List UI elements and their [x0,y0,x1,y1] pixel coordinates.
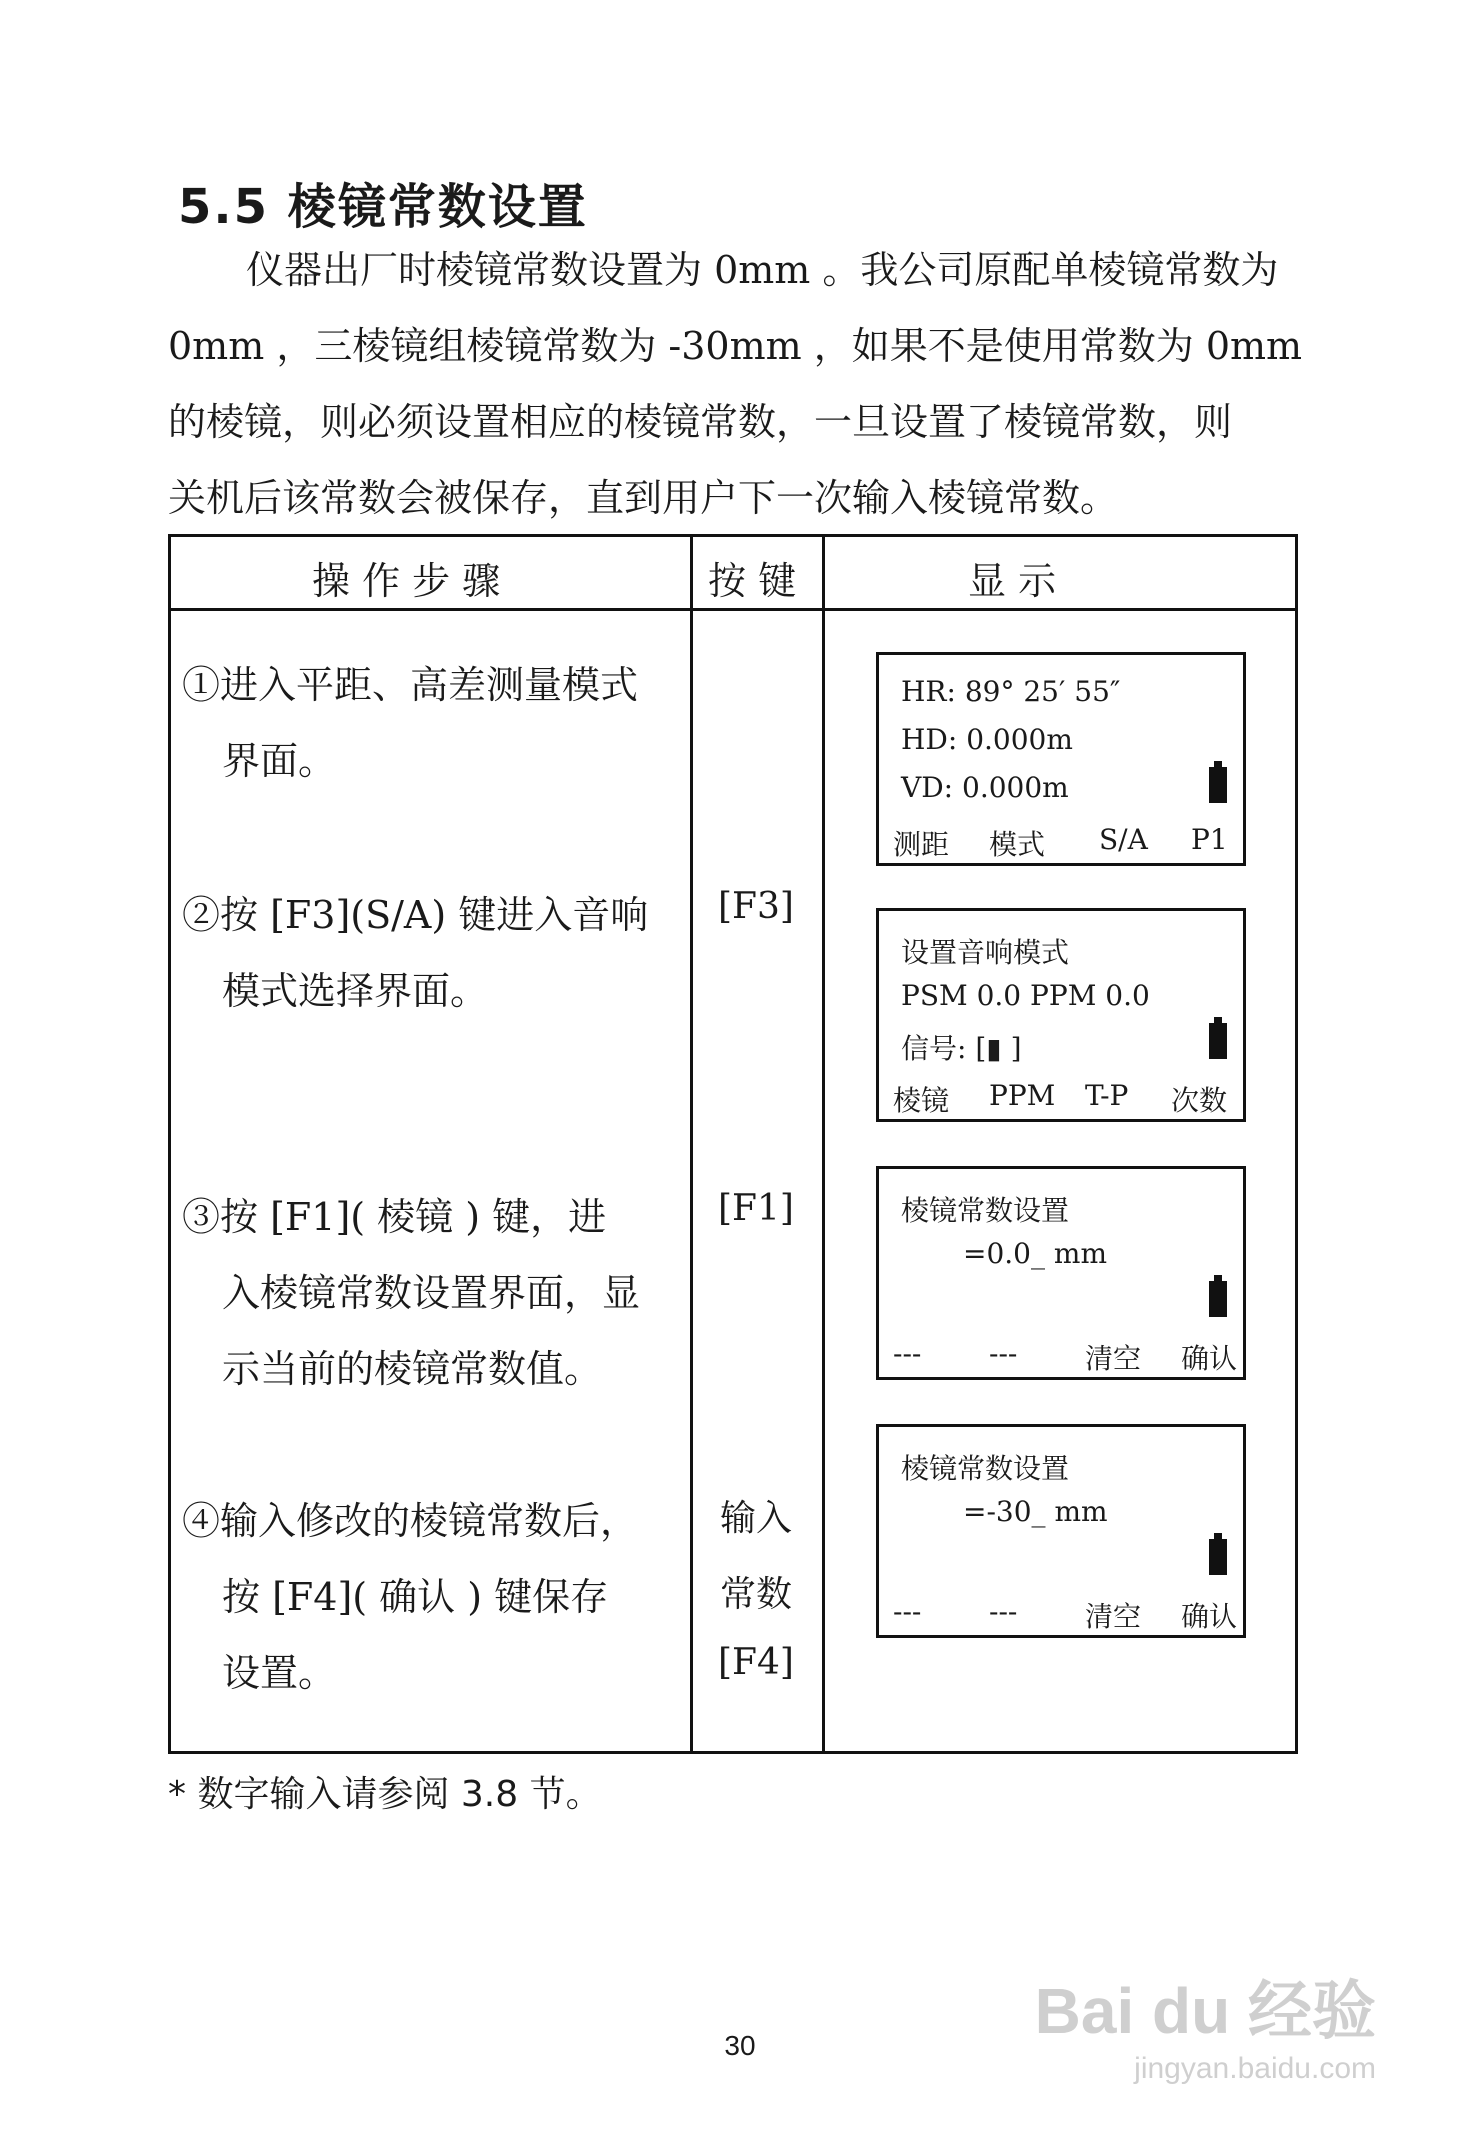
lcd-1-softkey-3: S/A [1099,823,1148,856]
header-steps: 操 作 步 骤 [312,559,501,603]
lcd-4-softkey-2: --- [989,1595,1018,1628]
lcd-2-line-1: 设置音响模式 [901,936,1070,969]
lcd-2-line-2: PSM 0.0 PPM 0.0 [901,979,1150,1012]
section-heading: 5.5 棱镜常数设置 [178,179,588,235]
lcd-1-softkey-1: 测距 [893,828,950,861]
lcd-screen-4 [876,1424,1246,1638]
lcd-4-line-1: 棱镜常数设置 [901,1452,1070,1485]
lcd-4-line-2: =-30_ mm [963,1495,1108,1528]
lcd-2-softkey-4: 次数 [1171,1084,1228,1117]
lcd-1-line-2: HD: 0.000m [901,723,1073,756]
key-4-line-3: [F4] [718,1642,794,1683]
lcd-1-line-1: HR: 89° 25′ 55″ [901,675,1121,708]
lcd-3-softkey-4: 确认 [1181,1342,1238,1375]
key-4-line-2: 常数 [719,1574,792,1615]
lcd-4-softkey-1: --- [893,1595,922,1628]
lcd-screen-2 [876,908,1246,1122]
paragraph-line-4: 关机后该常数会被保存，直到用户下一次输入棱镜常数。 [168,476,1119,520]
paragraph-line-1: 仪器出厂时棱镜常数设置为 0mm 。我公司原配单棱镜常数为 [246,248,1279,292]
lcd-screen-3 [876,1166,1246,1380]
step-3-line-3: 示当前的棱镜常数值。 [222,1347,603,1391]
step-3-line-2: 入棱镜常数设置界面，显 [222,1271,641,1315]
lcd-2-softkey-3: T-P [1085,1079,1129,1112]
watermark-url: jingyan.baidu.com [1134,2052,1376,2085]
step-1-line-1: ①进入平距、高差测量模式 [182,663,639,707]
key-2-line-1: [F3] [718,886,794,927]
paragraph-line-2: 0mm ，三棱镜组棱镜常数为 -30mm ，如果不是使用常数为 0mm [168,324,1303,368]
paragraph-line-3: 的棱镜，则必须设置相应的棱镜常数，一旦设置了棱镜常数，则 [168,400,1233,444]
key-4-line-1: 输入 [719,1498,792,1539]
table-header-divider [168,608,1298,611]
lcd-1-line-3: VD: 0.000m [901,771,1069,804]
lcd-4-softkey-3: 清空 [1085,1600,1142,1633]
lcd-3-line-2: =0.0_ mm [963,1237,1107,1270]
lcd-3-softkey-3: 清空 [1085,1342,1142,1375]
watermark-logo: Bai du 经验 [1034,1975,1376,2047]
battery-icon [1209,1023,1227,1059]
lcd-2-softkey-2: PPM [989,1079,1056,1112]
lcd-3-line-1: 棱镜常数设置 [901,1194,1070,1227]
lcd-1-softkey-4: P1 [1191,823,1228,856]
battery-icon [1209,1281,1227,1317]
step-1-line-2: 界面。 [222,739,337,783]
footnote: * 数字输入请参阅 3.8 节。 [168,1774,602,1815]
step-4-line-2: 按 [F4]( 确认 ) 键保存 [222,1575,609,1619]
lcd-3-softkey-1: --- [893,1337,922,1370]
step-3-line-1: ③按 [F1]( 棱镜 ) 键，进 [182,1195,607,1239]
battery-icon [1209,1539,1227,1575]
header-display: 显 示 [968,559,1057,603]
lcd-3-softkey-2: --- [989,1337,1018,1370]
lcd-4-softkey-4: 确认 [1181,1600,1238,1633]
key-3-line-1: [F1] [718,1188,794,1229]
lcd-2-softkey-1: 棱镜 [893,1084,950,1117]
step-2-line-2: 模式选择界面。 [222,969,489,1013]
lcd-screen-1 [876,652,1246,866]
step-2-line-1: ②按 [F3](S/A) 键进入音响 [182,893,649,937]
battery-icon [1209,767,1227,803]
lcd-2-line-3: 信号: [▮ ] [901,1032,1022,1065]
table-column-divider-2 [822,534,825,1754]
lcd-1-softkey-2: 模式 [989,828,1046,861]
watermark [1035,1960,1376,2086]
page-number: 30 [724,2030,756,2061]
step-4-line-1: ④输入修改的棱镜常数后， [182,1499,639,1543]
header-keys: 按 键 [708,559,797,603]
step-4-line-3: 设置。 [222,1651,337,1695]
